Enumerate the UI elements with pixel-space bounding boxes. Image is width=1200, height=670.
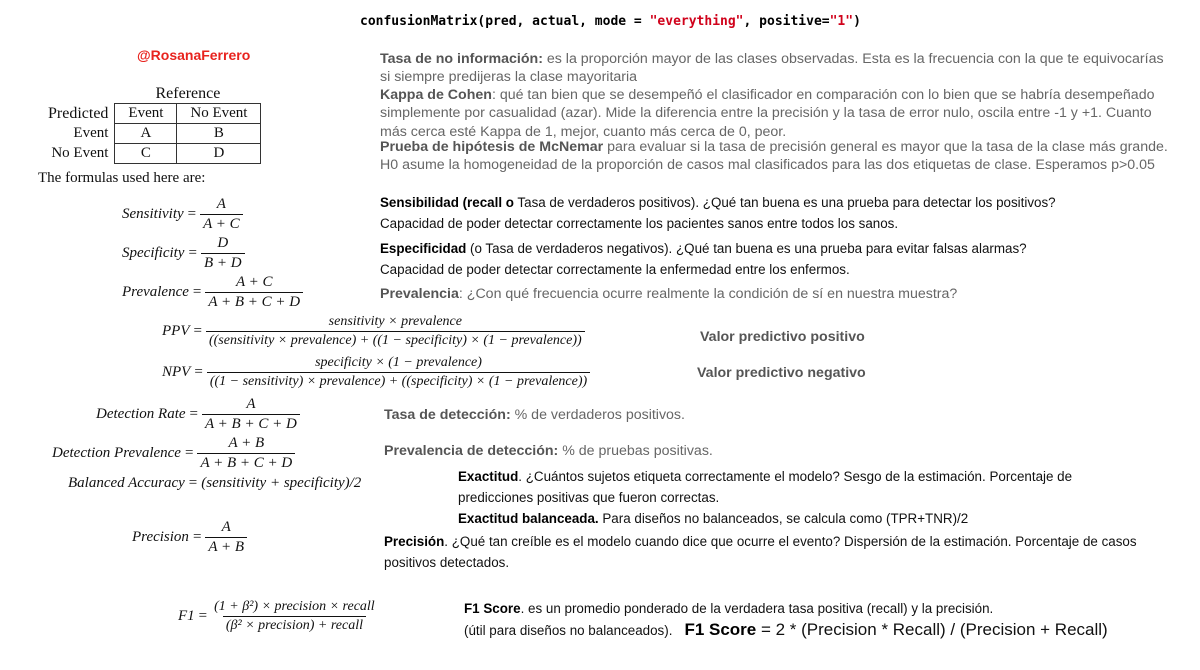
formula-detection-prevalence: Detection Prevalence = $\frac{A + B}{A + B + C + D}$ bbox=[52, 435, 295, 472]
desc-npv: Valor predictivo negativo bbox=[697, 365, 866, 381]
formula-specificity: Specificity = $\frac{D}{B + D}$ bbox=[122, 235, 245, 272]
formula-sensitivity: Sensitivity = $\frac{A}{A + C}$ bbox=[122, 196, 243, 233]
col-event: Event bbox=[115, 104, 177, 124]
cell-a: A bbox=[115, 124, 177, 144]
formula-detection-rate: Detection Rate = $\frac{A}{A + B + C + D}$ bbox=[96, 396, 300, 433]
row-no-event: No Event bbox=[51, 145, 109, 161]
confusion-matrix-table bbox=[42, 84, 261, 164]
formula-prevalence: Prevalence = $\frac{A + C}{A + B + C + D}$ bbox=[122, 274, 303, 311]
desc-accuracy: Exactitud. ¿Cuántos sujetos etiqueta correctamente el modelo? Sesgo de la estimación. Porcentaje de predicciones positivas que fueron correctas. Exactitud balanceada. Para diseños no balanceados, se calcula como (TPR+TNR)/2 bbox=[458, 469, 1073, 526]
formula-npv: NPV = specificity × (1 − prevalence) ((1 − sensitivity) × prevalence) + ((specificity) × (1 − prevalence)) bbox=[162, 355, 590, 390]
desc-f1: F1 Score. es un promedio ponderado de la verdadera tasa positiva (recall) y la precisión. (útil para diseños no balanceados). F1 Score = 2 * (Precision * Recall) / (Precision + Recall) bbox=[464, 601, 1108, 639]
formula-balanced-accuracy: Balanced Accuracy = (sensitivity + specificity)/2 bbox=[68, 475, 362, 491]
predicted-header: Predicted bbox=[48, 105, 109, 122]
desc-ppv: Valor predictivo positivo bbox=[700, 329, 865, 345]
desc-precision: Precisión. ¿Qué tan creíble es el modelo cuando dice que ocurre el evento? Dispersión de la estimación. Porcentaje de casos positivos detectados. bbox=[384, 534, 1137, 570]
desc-detection-rate: Tasa de detección: % de verdaderos positivos. bbox=[384, 407, 685, 423]
cell-d: D bbox=[177, 144, 261, 164]
formulas-intro: The formulas used here are: bbox=[38, 170, 206, 186]
f1-formula-text: F1 Score = 2 * (Precision * Recall) / (Precision + Recall) bbox=[684, 620, 1108, 639]
desc-specificity: Especificidad (o Tasa de verdaderos negativos). ¿Qué tan buena es una prueba para evitar falsas alarmas? Capacidad de poder detectar correctamente la enfermedad entre los enfermos. bbox=[380, 241, 1027, 277]
desc-sensitivity: Sensibilidad (recall o Tasa de verdaderos positivos). ¿Qué tan buena es una prueba para detectar los positivos? Capacidad de poder detectar correctamente los pacientes sanos entre todos los sanos. bbox=[380, 195, 1056, 231]
desc-no-information-rate: Tasa de no información: es la proporción mayor de las clases observadas. Esta es la frecuencia con la que te equivocarías si siempre predijeras la clase mayoritaria bbox=[380, 51, 1164, 86]
formula-ppv: PPV = sensitivity × prevalence ((sensitivity × prevalence) + ((1 − specificity) × (1 − prevalence)) bbox=[162, 314, 585, 349]
desc-detection-prevalence: Prevalencia de detección: % de pruebas positivas. bbox=[384, 443, 713, 459]
cell-c: C bbox=[115, 144, 177, 164]
author-handle: @RosanaFerrero bbox=[137, 47, 251, 63]
formula-f1: F1 = $\frac{\text{(1 + β²) × precision × recall}}{\text{(β² × precision) + recall}}$ bbox=[178, 599, 375, 633]
desc-prevalence: Prevalencia: ¿Con qué frecuencia ocurre realmente la condición de sí en nuestra muestra? bbox=[380, 286, 958, 302]
row-event: Event bbox=[73, 125, 109, 141]
reference-header: Reference bbox=[115, 84, 261, 104]
desc-mcnemar: Prueba de hipótesis de McNemar para evaluar si la tasa de precisión general es mayor que la tasa de la clase más grande. H0 asume la homogeneidad de la proporción de casos mal clasificados para las dos etiquetas de clase. Esperamos p>0.05 bbox=[380, 139, 1168, 174]
cell-b: B bbox=[177, 124, 261, 144]
col-no-event: No Event bbox=[177, 104, 261, 124]
code-line: confusionMatrix(pred, actual, mode = "everything", positive="1") bbox=[360, 14, 861, 29]
desc-kappa: Kappa de Cohen: qué tan bien que se desempeñó el clasificador en comparación con lo bien que se habría desempeñado simplemente por casualidad (azar). Mide la diferencia entre la precisión y la tasa de error nulo, oscila entre -1 y +1. Cuanto más cerca esté Kappa de 1, mejor, cuanto más cerca de 0, peor. bbox=[380, 87, 1155, 140]
formula-precision: Precision = $\frac{A}{A + B}$ bbox=[132, 519, 247, 556]
